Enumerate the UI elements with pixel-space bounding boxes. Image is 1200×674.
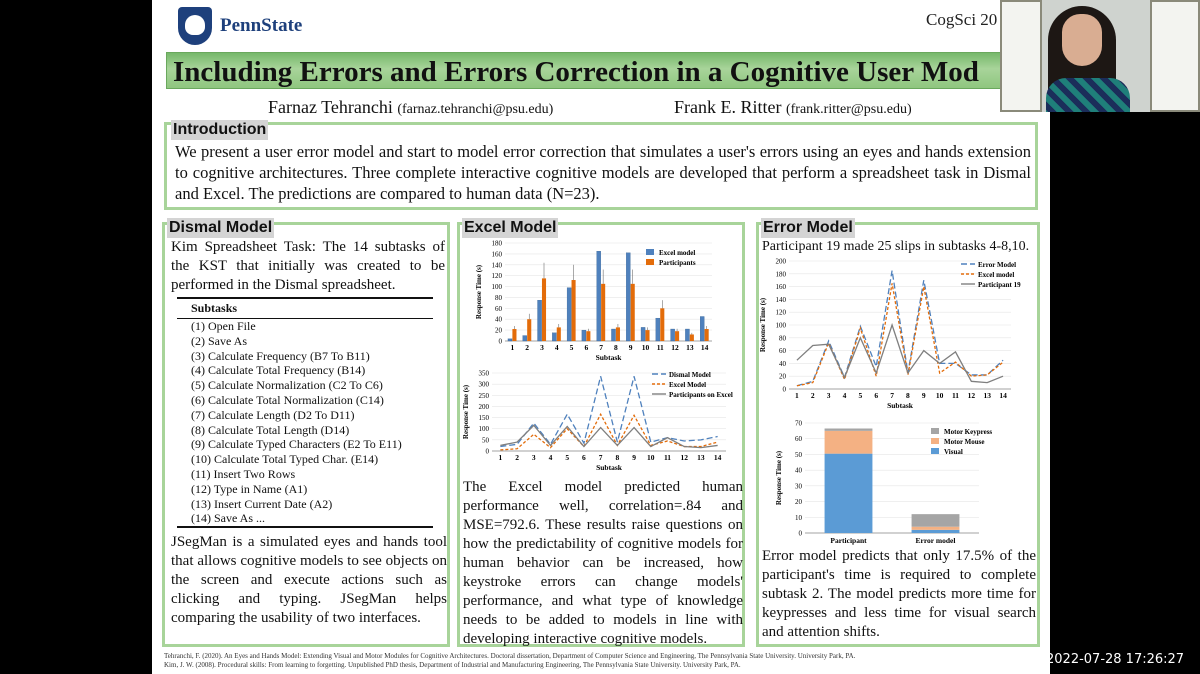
dismal-section [162, 219, 450, 647]
x-tick-label: 5 [569, 343, 574, 352]
table-row [177, 378, 433, 393]
title-banner [166, 52, 1038, 89]
bar [601, 284, 605, 341]
bar [582, 330, 586, 341]
x-tick-label: 11 [656, 343, 664, 352]
x-tick-label: 2 [515, 453, 519, 462]
y-tick-label: 50 [795, 450, 802, 459]
y-tick-label: 80 [779, 334, 786, 343]
bar [512, 329, 516, 341]
reference-1: Tehranchi, F. (2020). An Eyes and Hands Model: Extending Visual and Motor Modules for Cognitive Architectures. Doctoral dissertation, Department of Computer Science and Engineering, The Pennsylvania State University. University Park, PA. [164, 652, 856, 660]
author-2-name: Frank E. Ritter [674, 97, 782, 117]
bar [645, 330, 649, 341]
x-tick-label: 3 [826, 391, 831, 400]
x-tick-label: 12 [967, 391, 976, 400]
legend-label: Participants [659, 259, 696, 267]
x-tick-label: 5 [858, 391, 863, 400]
bar [527, 319, 531, 341]
table-row [177, 497, 433, 512]
y-tick-label: 250 [478, 391, 489, 400]
subtask-cell: (6) Calculate Total Normalization (C14) [191, 392, 384, 407]
x-tick-label: 1 [795, 391, 799, 400]
stacked-bar-segment [912, 530, 960, 533]
intro-heading: Introduction [173, 121, 267, 138]
table-row [177, 511, 433, 527]
subtask-cell: (14) Save As ... [177, 511, 433, 527]
subtask-cell: (8) Calculate Total Length (D14) [191, 422, 350, 437]
y-tick-label: 60 [795, 435, 802, 444]
y-tick-label: 150 [478, 414, 489, 423]
y-tick-label: 200 [775, 257, 786, 266]
excel-heading: Excel Model [464, 219, 557, 236]
legend-swatch [931, 448, 939, 454]
bar [616, 327, 620, 341]
x-tick-label: 6 [874, 391, 879, 400]
poster-title: Including Errors and Errors Correction in a Cognitive User Mod [173, 56, 979, 88]
x-axis-label: Subtask [595, 353, 622, 362]
reference-2: Kim, J. W. (2008). Procedural skills: From learning to forgetting. Unpublished PhD thesis, Department of Industrial and Manufacturing Engineering, The Pennsylvania State University. University Park, PA. [164, 661, 741, 669]
y-axis-label: Response Time (s) [462, 384, 470, 440]
excel-bar-chart [460, 235, 742, 367]
table-row [177, 423, 433, 438]
table-row [177, 334, 433, 349]
bar [685, 329, 689, 341]
excel-line-chart [460, 365, 742, 477]
x-axis-label: Subtask [596, 463, 622, 472]
subtask-cell: (7) Calculate Length (D2 To D11) [191, 407, 355, 422]
bar [572, 280, 576, 341]
legend-label: Dismal Model [669, 371, 711, 379]
y-tick-label: 120 [491, 272, 502, 281]
bar [690, 334, 694, 341]
legend-label: Excel model [659, 249, 696, 257]
jsegman-text: JSegMan is a simulated eyes and hands tool that allows cognitive models to see objects on the screen and execute actions such as clicking and typing. JSegMan helps comparing the usability of two interfaces. [171, 534, 447, 626]
y-tick-label: 0 [782, 385, 786, 394]
author-1-name: Farnaz Tehranchi [268, 97, 393, 117]
x-tick-label: 11 [951, 391, 960, 400]
y-tick-label: 100 [491, 283, 502, 292]
legend-swatch [931, 428, 939, 434]
table-row [177, 467, 433, 482]
y-tick-label: 60 [495, 304, 502, 313]
y-tick-label: 30 [795, 482, 802, 491]
subtasks-header: Subtasks [177, 298, 433, 319]
x-tick-label: 8 [906, 391, 910, 400]
x-tick-label: 6 [584, 343, 589, 352]
y-tick-label: 200 [478, 402, 489, 411]
logo-text: PennState [220, 15, 303, 36]
legend-swatch [931, 438, 939, 444]
y-axis-label: Response Time (s) [475, 264, 483, 320]
legend-label: Excel Model [669, 381, 707, 389]
subtask-cell: (4) Calculate Total Frequency (B14) [191, 363, 366, 378]
x-tick-label: 11 [663, 453, 672, 462]
bar [700, 317, 704, 342]
author-1-email: (farnaz.tehranchi@psu.edu) [397, 102, 554, 117]
x-tick-label: 8 [615, 453, 620, 462]
error-heading: Error Model [763, 219, 853, 236]
error-text: Error model predicts that only 17.5% of the participant's time is required to complete subtask 2. The model predicts more time for keypresses and less time for visual search and attention shifts. [762, 548, 1036, 640]
x-tick-label: 3 [531, 453, 536, 462]
bar [597, 251, 601, 341]
table-row [177, 319, 433, 334]
x-tick-label: 2 [810, 391, 815, 400]
bar [675, 331, 679, 341]
intro-section [164, 122, 1038, 210]
bar [705, 329, 709, 341]
x-tick-label: 10 [641, 343, 650, 352]
error-stacked-chart [759, 413, 1037, 549]
x-tick-label: 3 [540, 343, 544, 352]
subtask-cell: (13) Insert Current Date (A2) [191, 496, 333, 511]
subtask-cell: (12) Type in Name (A1) [191, 481, 308, 496]
x-tick-label: 10 [935, 391, 944, 400]
legend-swatch [646, 249, 654, 255]
author-2-email: (frank.ritter@psu.edu) [785, 102, 912, 117]
conference-label: CogSci 20 [926, 10, 998, 29]
bar [538, 300, 542, 341]
legend-label: Participant 19 [978, 281, 1021, 289]
y-tick-label: 80 [495, 293, 502, 302]
bar [552, 333, 556, 341]
y-tick-label: 180 [491, 239, 502, 248]
subtasks-table [177, 297, 433, 528]
y-tick-label: 60 [779, 347, 786, 356]
y-axis-label: Response Time (s) [775, 450, 783, 506]
excel-text: The Excel model predicted human performance well, correlation=.84 and MSE=792.6. These results raise questions on how the predictability of cognitive models for human behavior can be increased, how keystroke errors can change models' performance, and what type of knowledge needs to be added to models in line with developing interactive cognitive models. [463, 479, 743, 647]
x-tick-label: 1 [498, 453, 503, 462]
presenter-shirt [1046, 78, 1130, 112]
stacked-bar-segment [912, 527, 960, 530]
y-tick-label: 160 [491, 250, 502, 259]
y-tick-label: 70 [795, 419, 802, 428]
subtask-cell: (10) Calculate Total Typed Char. (E14) [191, 452, 379, 467]
x-tick-label: 14 [713, 453, 722, 462]
poster-slide [152, 0, 1050, 674]
legend-label: Visual [944, 448, 963, 456]
x-tick-label: Error model [915, 536, 956, 545]
intro-text: We present a user error model and start to model error correction that simulates a user's errors using an eyes and hands extension to cognitive architectures. Three complete interactive cognitive models are developed that perform a spreadsheet task in Dismal and Excel. The predictions are compared to human data (N=23). [175, 142, 1031, 203]
y-tick-label: 140 [491, 261, 502, 270]
table-row [177, 482, 433, 497]
bar [508, 339, 512, 341]
y-tick-label: 20 [779, 372, 786, 381]
bar [631, 284, 635, 341]
x-tick-label: Participant [830, 536, 867, 545]
stacked-bar-segment [912, 514, 960, 527]
bar [626, 253, 630, 341]
presenter-webcam [1000, 0, 1200, 112]
error-intro: Participant 19 made 25 slips in subtasks 4-8,10. [762, 239, 1030, 254]
bar [611, 329, 615, 341]
x-tick-label: 13 [686, 343, 694, 352]
nittany-lion-shield-icon [178, 7, 212, 45]
stacked-bar-segment [825, 454, 873, 533]
x-tick-label: 9 [632, 453, 636, 462]
x-tick-label: 8 [614, 343, 618, 352]
y-tick-label: 100 [775, 321, 786, 330]
y-tick-label: 40 [779, 359, 786, 368]
bar [671, 329, 675, 341]
x-tick-label: 4 [554, 343, 559, 352]
table-row [177, 363, 433, 378]
table-row [177, 349, 433, 364]
bar [656, 318, 660, 341]
y-tick-label: 50 [482, 436, 489, 445]
stacked-bar-segment [825, 431, 873, 454]
y-tick-label: 40 [495, 315, 502, 324]
stacked-bar-segment [825, 429, 873, 431]
x-tick-label: 13 [697, 453, 705, 462]
x-tick-label: 4 [842, 391, 847, 400]
bar [523, 336, 527, 341]
x-tick-label: 13 [983, 391, 991, 400]
x-tick-label: 2 [525, 343, 530, 352]
legend-label: Error Model [978, 261, 1017, 269]
bar [660, 308, 664, 341]
x-tick-label: 1 [510, 343, 515, 352]
dismal-intro: Kim Spreadsheet Task: The 14 subtasks of the KST that initially was created to be performed in the Dismal spreadsheet. [171, 239, 445, 293]
bar [641, 327, 645, 341]
y-tick-label: 20 [795, 498, 802, 507]
y-tick-label: 120 [775, 308, 786, 317]
x-tick-label: 10 [647, 453, 655, 462]
presenter-face [1062, 14, 1102, 66]
y-tick-label: 100 [478, 425, 489, 434]
legend-label: Motor Keypress [944, 428, 993, 436]
legend-label: Motor Mouse [944, 438, 985, 446]
dismal-heading: Dismal Model [169, 219, 273, 236]
author-1 [268, 97, 553, 118]
y-axis-label: Response Time (s) [759, 297, 767, 353]
legend-label: Participants on Excel [669, 391, 733, 399]
bar [557, 327, 561, 341]
y-tick-label: 40 [795, 466, 802, 475]
series-line [797, 283, 1003, 385]
window-pane [1000, 0, 1042, 112]
excel-section [457, 219, 745, 647]
subtask-cell: (5) Calculate Normalization (C2 To C6) [191, 378, 383, 393]
bar [567, 288, 571, 341]
x-axis-label: Subtask [887, 401, 913, 410]
subtask-cell: (3) Calculate Frequency (B7 To B11) [191, 348, 370, 363]
y-tick-label: 350 [478, 369, 489, 378]
references [164, 652, 855, 670]
subtask-cell: (1) Open File [191, 319, 256, 333]
x-tick-label: 7 [599, 343, 603, 352]
y-tick-label: 160 [775, 283, 786, 292]
y-tick-label: 140 [775, 295, 786, 304]
x-tick-label: 6 [582, 453, 586, 462]
y-tick-label: 0 [798, 529, 802, 538]
x-tick-label: 12 [680, 453, 688, 462]
x-tick-label: 9 [921, 391, 926, 400]
legend-label: Excel model [978, 271, 1015, 279]
x-tick-label: 12 [671, 343, 679, 352]
series-line [500, 414, 717, 450]
legend-swatch [646, 259, 654, 265]
window-pane [1150, 0, 1200, 112]
recording-timestamp: 2022-07-28 17:26:27 [1046, 652, 1185, 667]
x-tick-label: 14 [999, 391, 1007, 400]
pennstate-logo [178, 7, 302, 45]
x-tick-label: 5 [565, 453, 570, 462]
table-row [177, 393, 433, 408]
x-tick-label: 4 [548, 453, 553, 462]
x-tick-label: 7 [598, 453, 603, 462]
error-section [756, 219, 1040, 647]
y-tick-label: 20 [495, 326, 502, 335]
y-tick-label: 0 [498, 337, 502, 346]
subtask-cell: (11) Insert Two Rows [191, 466, 296, 481]
bar [586, 331, 590, 341]
error-line-chart [759, 253, 1037, 417]
y-tick-label: 0 [485, 447, 489, 456]
subtask-cell: (9) Calculate Typed Characters (E2 To E11) [191, 437, 402, 452]
y-tick-label: 10 [795, 513, 802, 522]
x-tick-label: 7 [890, 391, 894, 400]
table-row [177, 408, 433, 423]
table-row [177, 437, 433, 452]
table-row [177, 452, 433, 467]
author-2 [674, 97, 912, 118]
x-tick-label: 9 [628, 343, 633, 352]
bar [542, 278, 546, 341]
x-tick-label: 14 [700, 343, 709, 352]
series-line [797, 325, 1003, 383]
y-tick-label: 300 [478, 380, 489, 389]
y-tick-label: 180 [775, 270, 786, 279]
subtask-cell: (2) Save As [191, 333, 247, 348]
